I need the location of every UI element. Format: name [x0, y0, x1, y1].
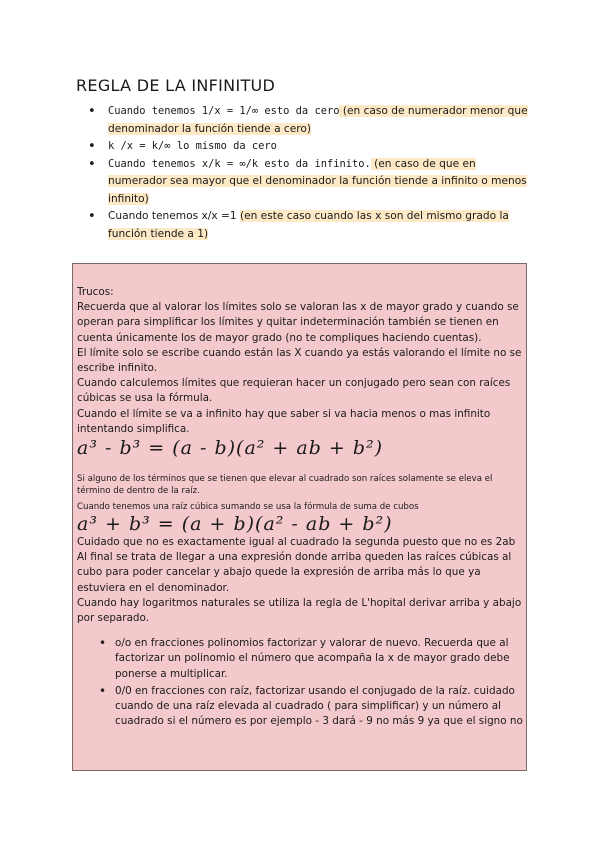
tips-box [72, 263, 527, 771]
rule-note: (en caso de numerador menor que denominador la función tiende a cero) [108, 105, 528, 135]
rule-note: (en este caso cuando las x son del mismo grado la función tiende a 1) [108, 210, 509, 240]
handwritten-note: Si alguno de los términos que se tienen que elevar al cuadrado son raíces solamente se eleva el término de dentro de la raíz. [77, 474, 493, 497]
tip-paragraph: Recuerda que al valorar los límites solo se valoran las x de mayor grado y cuando se operan para simplificar los límites y quitar indeterminación también se tienen en cuenta únicamente los de mayor grado (no te compliques haciendo cuentas). [77, 301, 519, 344]
rule-item [88, 103, 528, 138]
rule-text: Cuando tenemos x/x =1 [108, 210, 240, 222]
rule-note: (en caso de que en numerador sea mayor que el denominador la función tiende a infinito o menos infinito) [108, 157, 527, 205]
tip-paragraph: Cuidado que no es exactamente igual al cuadrado la segunda puesto que no es 2ab [77, 536, 516, 549]
tips-list-item: • 0/0 en fracciones con raíz, factorizar usando el conjugado de la raíz. cuidado cuando de una raíz elevada al cuadrado ( para simplificar) y un número al cuadrado si el número es por ejemplo - 3 dará - 9 no más 9 ya que el signo no [99, 684, 523, 730]
rule-item [88, 208, 528, 243]
rule-item [88, 156, 528, 209]
tip-paragraph: Cuando el límite se va a infinito hay que saber si va hacia menos o mas infinito intentando simplifica. [77, 407, 491, 435]
tip-paragraph: Al final se trata de llegar a una expresión donde arriba queden las raíces cúbicas al cubo para poder cancelar y abajo quede la expresión de arriba más lo que ya estuviera en el denominador. [77, 551, 512, 594]
tip-paragraph: El límite solo se escribe cuando están las X cuando ya estás valorando el límite no se escribe infinito. [77, 346, 522, 375]
rule-text: Cuando tenemos x/k = ∞/k esto da infinito. [108, 157, 371, 170]
rule-item [88, 138, 528, 156]
rule-text: Cuando tenemos 1/x = 1/∞ esto da cero [108, 105, 340, 117]
difference-of-cubes-formula: a³ - b³ = (a - b)(a² + ab + b²) [77, 437, 384, 460]
rules-list [88, 103, 528, 243]
rule-text: k /x = k/∞ lo mismo da cero [108, 140, 277, 152]
handwritten-note: Cuando tenemos una raíz cúbica sumando se usa la fórmula de suma de cubos [77, 502, 419, 513]
tips-list-item: • o/o en fracciones polinomios factorizar y valorar de nuevo. Recuerda que al factorizar un polinomio el número que acompaña la x de mayor grado debe ponerse a multiplicar. [99, 636, 523, 682]
tip-paragraph: Cuando calculemos límites que requieran hacer un conjugado pero sean con raíces cúbicas se usa la fórmula. [77, 377, 511, 405]
page-title: REGLA DE LA INFINITUD [76, 76, 276, 95]
sum-of-cubes-formula: a³ + b³ = (a + b)(a² - ab + b²) [77, 513, 393, 536]
tip-paragraph: Cuando hay logaritmos naturales se utiliza la regla de L'hopital derivar arriba y abajo por separado. [77, 596, 522, 625]
tips-list [77, 636, 523, 729]
tips-heading: Trucos: [77, 286, 114, 298]
